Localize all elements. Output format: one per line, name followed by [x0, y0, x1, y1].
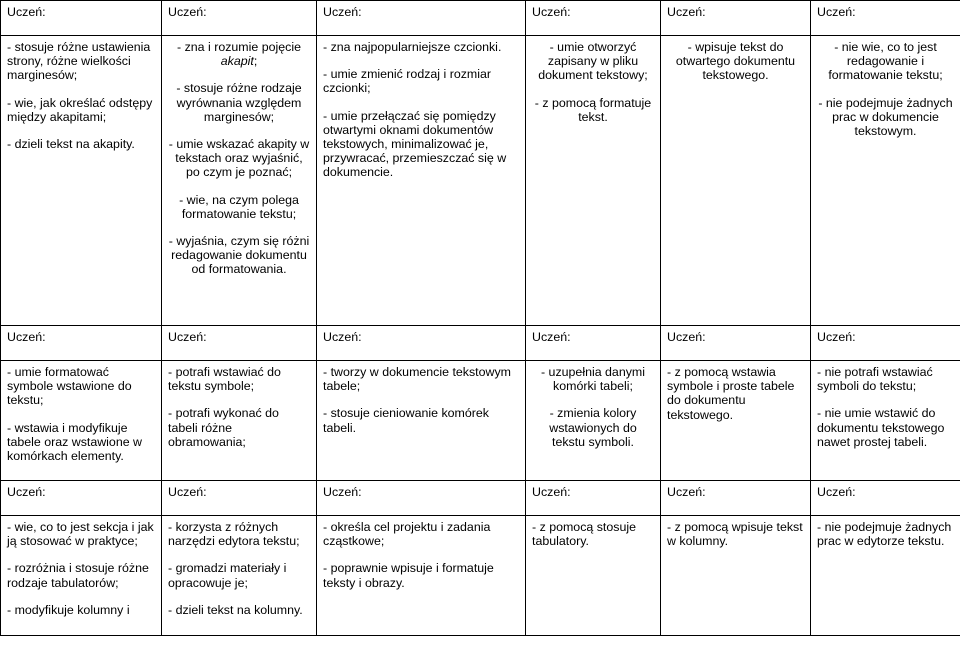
table-cell: [162, 361, 317, 481]
cell-paragraph: - potrafi wstawiać do tekstu symbole;: [168, 365, 281, 394]
column-header: Uczeń:: [317, 481, 526, 516]
column-header: Uczeń:: [811, 1, 960, 36]
column-header: Uczeń:: [526, 1, 661, 36]
cell-paragraph: - z pomocą wpisuje tekst w kolumny.: [667, 520, 803, 549]
table-cell: [317, 361, 526, 481]
cell-paragraph: - zna i rozumie pojęcie akapit;: [177, 40, 301, 69]
header-row: [1, 481, 960, 516]
column-header: Uczeń:: [661, 1, 811, 36]
column-header: Uczeń:: [317, 1, 526, 36]
table-cell: [1, 361, 162, 481]
cell-paragraph: - określa cel projektu i zadania cząstkowe;: [323, 520, 491, 549]
column-header: Uczeń:: [1, 1, 162, 36]
table-cell: [661, 361, 811, 481]
table-cell: [1, 516, 162, 636]
table-row: [1, 36, 960, 326]
cell-paragraph: - nie podejmuje żadnych prac w dokumencie tekstowym.: [818, 95, 953, 139]
cell-paragraph: - korzysta z różnych narzędzi edytora tekstu;: [168, 520, 300, 549]
cell-paragraph: - zna najpopularniejsze czcionki.: [323, 40, 502, 54]
cell-paragraph: - umie zmienić rodzaj i rozmiar czcionki;: [323, 67, 491, 96]
column-header: Uczeń:: [162, 481, 317, 516]
table-cell: [661, 516, 811, 636]
cell-paragraph: - zmienia kolory wstawionych do tekstu symboli.: [549, 406, 637, 449]
cell-paragraph: - stosuje różne ustawienia strony, różne wielkości marginesów;: [7, 40, 151, 83]
column-header: Uczeń:: [162, 1, 317, 36]
column-header: Uczeń:: [162, 326, 317, 361]
header-row: [1, 326, 960, 361]
cell-paragraph: - dzieli tekst na akapity.: [7, 137, 135, 152]
column-header: Uczeń:: [661, 481, 811, 516]
cell-paragraph: - z pomocą formatuje tekst.: [534, 95, 652, 124]
table-cell: [162, 516, 317, 636]
column-header: Uczeń:: [526, 326, 661, 361]
cell-paragraph: - poprawnie wpisuje i formatuje teksty i obrazy.: [323, 561, 494, 590]
cell-paragraph: - potrafi wykonać do tabeli różne obramowania;: [168, 406, 279, 449]
table-cell: [162, 36, 317, 326]
table-cell: [317, 516, 526, 636]
table-row: [1, 516, 960, 636]
cell-paragraph: - z pomocą stosuje tabulatory.: [532, 520, 636, 549]
cell-paragraph: - nie potrafi wstawiać symboli do tekstu;: [817, 365, 933, 394]
cell-paragraph: - dzieli tekst na kolumny.: [168, 602, 303, 617]
table-cell: [526, 361, 661, 481]
cell-paragraph: - wie, co to jest sekcja i jak ją stosować w praktyce;: [7, 520, 154, 549]
cell-paragraph: - gromadzi materiały i opracowuje je;: [168, 561, 287, 590]
column-header: Uczeń:: [811, 326, 960, 361]
table-cell: [811, 361, 960, 481]
cell-paragraph: - wstawia i modyfikuje tabele oraz wstawione w komórkach elementy.: [7, 420, 142, 464]
cell-paragraph: - nie podejmuje żadnych prac w edytorze tekstu.: [817, 520, 952, 549]
cell-paragraph: - nie wie, co to jest redagowanie i formatowanie tekstu;: [828, 40, 943, 83]
cell-paragraph: - z pomocą wstawia symbole i proste tabele do dokumentu tekstowego.: [667, 365, 795, 422]
cell-paragraph: - umie otworzyć zapisany w pliku dokument tekstowy;: [538, 40, 648, 83]
header-row: [1, 1, 960, 36]
table-cell: [1, 36, 162, 326]
column-header: Uczeń:: [661, 326, 811, 361]
column-header: Uczeń:: [1, 326, 162, 361]
cell-paragraph: - umie przełączać się pomiędzy otwartymi oknami dokumentów tekstowych, minimalizować je, przywracać, przemieszczać się w dokumencie.: [323, 108, 507, 180]
cell-paragraph: - tworzy w dokumencie tekstowym tabele;: [323, 365, 511, 394]
table-cell: [526, 516, 661, 636]
cell-paragraph: - stosuje różne rodzaje wyrównania względem marginesów;: [176, 81, 302, 124]
table-row: [1, 361, 960, 481]
cell-paragraph: - wie, na czym polega formatowanie tekstu;: [179, 192, 299, 221]
column-header: Uczeń:: [1, 481, 162, 516]
cell-paragraph: - wyjaśnia, czym się różni redagowanie dokumentu od formatowania.: [168, 234, 310, 277]
table-cell: [811, 36, 960, 326]
cell-paragraph: - uzupełnia danymi komórki tabeli;: [540, 365, 645, 394]
column-header: Uczeń:: [811, 481, 960, 516]
table-cell: [317, 36, 526, 326]
table-cell: [811, 516, 960, 636]
column-header: Uczeń:: [317, 326, 526, 361]
cell-paragraph: - umie wskazać akapity w tekstach oraz wyjaśnić, po czym je poznać;: [168, 137, 310, 180]
cell-paragraph: - wpisuje tekst do otwartego dokumentu tekstowego.: [675, 40, 796, 83]
cell-paragraph: - nie umie wstawić do dokumentu tekstowego nawet prostej tabeli.: [817, 406, 945, 449]
cell-paragraph: - stosuje cieniowanie komórek tabeli.: [323, 406, 489, 435]
cell-paragraph: - wie, jak określać odstępy między akapitami;: [7, 95, 153, 124]
column-header: Uczeń:: [526, 481, 661, 516]
table-cell: [661, 36, 811, 326]
cell-paragraph: - rozróżnia i stosuje różne rodzaje tabulatorów;: [7, 561, 149, 590]
cell-paragraph: - umie formatować symbole wstawione do tekstu;: [7, 365, 132, 408]
cell-paragraph: - modyfikuje kolumny i: [7, 602, 130, 617]
table-cell: [526, 36, 661, 326]
